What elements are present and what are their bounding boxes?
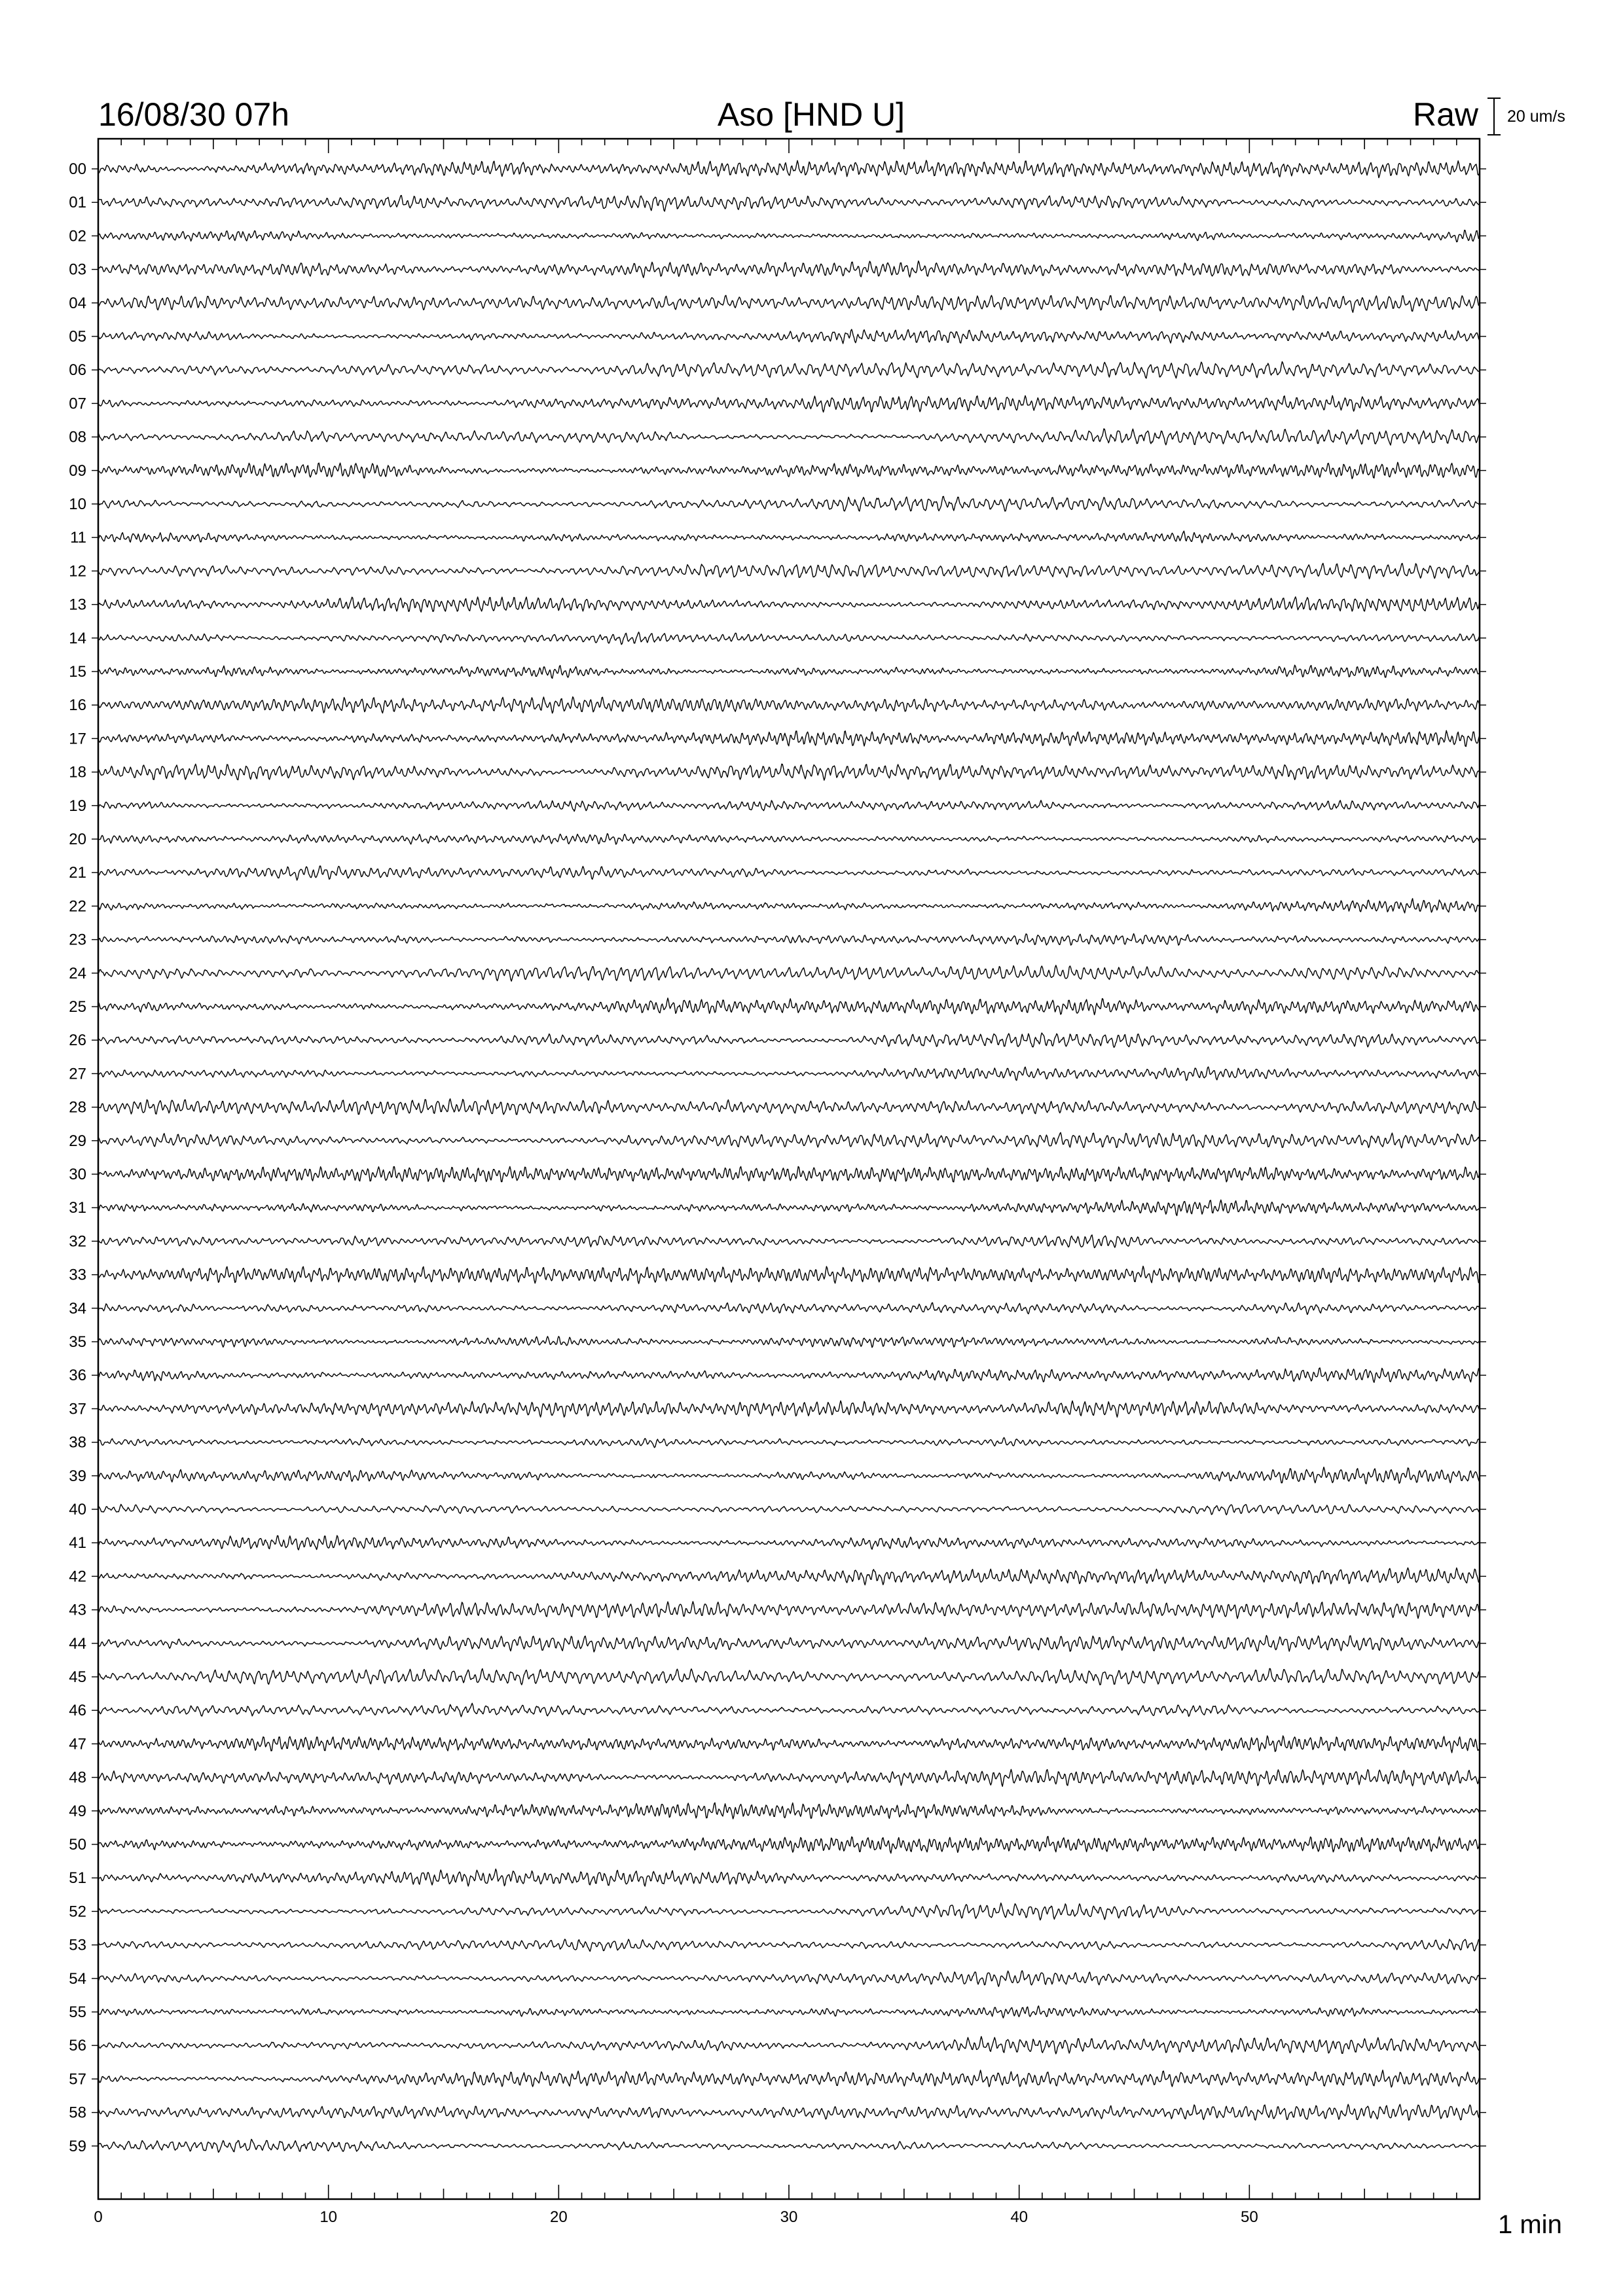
- row-label: 26: [69, 1031, 86, 1050]
- row-label: 44: [69, 1634, 86, 1653]
- row-label: 51: [69, 1869, 86, 1888]
- scale-label: 20 um/s: [1507, 107, 1565, 126]
- row-label: 56: [69, 2037, 86, 2055]
- trace-row: [98, 230, 1480, 242]
- trace-row: [98, 1437, 1480, 1447]
- trace-row: [98, 196, 1480, 211]
- row-label: 58: [69, 2104, 86, 2122]
- row-label: 33: [69, 1266, 86, 1284]
- trace-row: [98, 1869, 1480, 1886]
- row-label: 38: [69, 1433, 86, 1452]
- row-label: 23: [69, 931, 86, 949]
- row-label: 34: [69, 1299, 86, 1318]
- trace-row: [98, 665, 1480, 678]
- trace-row: [98, 1166, 1480, 1182]
- trace-row: [98, 1368, 1480, 1382]
- trace-row: [98, 1939, 1480, 1952]
- row-label: 32: [69, 1232, 86, 1251]
- trace-row: [98, 1132, 1480, 1148]
- trace-row: [98, 462, 1480, 478]
- trace-row: [98, 965, 1480, 982]
- row-label: 39: [69, 1467, 86, 1485]
- trace-row: [98, 2140, 1480, 2153]
- amplitude-scale-bar: [1487, 98, 1565, 135]
- row-label: 36: [69, 1367, 86, 1385]
- trace-row: [98, 998, 1480, 1015]
- row-label: 37: [69, 1400, 86, 1418]
- header-datetime: 16/08/30 07h: [98, 96, 289, 133]
- row-label: 14: [69, 629, 86, 647]
- row-label: 06: [69, 361, 86, 380]
- trace-row: [98, 1769, 1480, 1786]
- row-label: 13: [69, 596, 86, 614]
- row-label: 35: [69, 1333, 86, 1351]
- trace-row: [98, 1703, 1480, 1717]
- trace-row: [98, 866, 1480, 880]
- row-label: 42: [69, 1568, 86, 1586]
- trace-row: [98, 1535, 1480, 1550]
- row-label: 25: [69, 998, 86, 1016]
- row-label: 40: [69, 1501, 86, 1518]
- trace-row: [98, 2006, 1480, 2018]
- row-label: 27: [69, 1065, 86, 1083]
- trace-row: [98, 1200, 1480, 1215]
- row-label: 24: [69, 964, 86, 982]
- x-tick-label: 30: [780, 2208, 798, 2226]
- row-label: 41: [69, 1534, 86, 1552]
- trace-row: [98, 730, 1480, 746]
- trace-row: [98, 764, 1480, 780]
- row-label: 08: [69, 428, 86, 446]
- row-label: 49: [69, 1802, 86, 1820]
- row-label: 50: [69, 1836, 86, 1854]
- x-tick-label: 20: [549, 2208, 568, 2226]
- trace-row: [98, 800, 1480, 812]
- row-label: 54: [69, 1969, 86, 1988]
- trace-row: [98, 1837, 1480, 1854]
- row-label: 57: [69, 2070, 86, 2089]
- row-label: 04: [69, 294, 86, 312]
- trace-row: [98, 934, 1480, 946]
- row-label: 43: [69, 1601, 86, 1619]
- trace-row: [98, 632, 1480, 645]
- row-label: 22: [69, 897, 86, 916]
- header-station: Aso [HND U]: [717, 96, 905, 133]
- row-label: 45: [69, 1668, 86, 1686]
- trace-row: [98, 295, 1480, 312]
- row-label: 00: [69, 160, 86, 178]
- row-label: 55: [69, 2003, 86, 2021]
- trace-row: [98, 1033, 1480, 1047]
- row-label: 53: [69, 1936, 86, 1954]
- row-label: 29: [69, 1132, 86, 1150]
- row-label: 47: [69, 1735, 86, 1753]
- trace-row: [98, 2104, 1480, 2120]
- row-label: 46: [69, 1702, 86, 1720]
- trace-row: [98, 1668, 1480, 1685]
- trace-row: [98, 1235, 1480, 1248]
- seismic-traces: [98, 160, 1480, 2152]
- row-label: 48: [69, 1768, 86, 1787]
- trace-row: [98, 2037, 1480, 2054]
- trace-row: [98, 697, 1480, 713]
- trace-row: [98, 395, 1480, 412]
- row-labels: [69, 160, 86, 2155]
- header-mode: Raw: [1412, 96, 1478, 133]
- trace-row: [98, 329, 1480, 344]
- row-label: 59: [69, 2137, 86, 2155]
- trace-row: [98, 1336, 1480, 1348]
- trace-row: [98, 1302, 1480, 1314]
- trace-row: [98, 1568, 1480, 1585]
- trace-row: [98, 1067, 1480, 1081]
- row-label: 01: [69, 194, 86, 212]
- row-label: 21: [69, 864, 86, 882]
- x-tick-label: 10: [319, 2208, 338, 2226]
- trace-row: [98, 1903, 1480, 1920]
- trace-row: [98, 531, 1480, 543]
- row-label: 07: [69, 395, 86, 413]
- trace-row: [98, 1803, 1480, 1819]
- row-label: 12: [69, 562, 86, 581]
- row-label: 15: [69, 663, 86, 681]
- row-label: 10: [69, 495, 86, 513]
- row-label: 30: [69, 1166, 86, 1183]
- row-label: 11: [70, 529, 86, 547]
- trace-row: [98, 1504, 1480, 1515]
- trace-row: [98, 834, 1480, 845]
- trace-row: [98, 1266, 1480, 1284]
- row-label: 28: [69, 1098, 86, 1117]
- trace-row: [98, 1602, 1480, 1619]
- row-label: 18: [69, 763, 86, 781]
- trace-row: [98, 362, 1480, 378]
- row-label: 20: [69, 831, 86, 848]
- row-label: 03: [69, 260, 86, 279]
- trace-row: [98, 429, 1480, 445]
- row-label: 31: [69, 1199, 86, 1217]
- trace-row: [98, 1467, 1480, 1484]
- x-tick-label: 0: [94, 2208, 103, 2226]
- trace-row: [98, 1401, 1480, 1417]
- row-label: 52: [69, 1903, 86, 1921]
- trace-row: [98, 1099, 1480, 1115]
- trace-row: [98, 899, 1480, 913]
- row-label: 09: [69, 461, 86, 480]
- trace-row: [98, 496, 1480, 511]
- row-label: 05: [69, 328, 86, 346]
- trace-row: [98, 1971, 1480, 1986]
- trace-row: [98, 564, 1480, 579]
- trace-row: [98, 1636, 1480, 1652]
- x-tick-labels: [94, 2208, 1258, 2226]
- trace-row: [98, 160, 1480, 178]
- row-label: 17: [69, 730, 86, 748]
- row-label: 16: [69, 696, 86, 715]
- row-label: 02: [69, 227, 86, 245]
- trace-row: [98, 261, 1480, 278]
- trace-row: [98, 1736, 1480, 1753]
- x-tick-label: 40: [1010, 2208, 1029, 2226]
- x-unit-label: 1 min: [1498, 2210, 1562, 2239]
- row-label: 19: [69, 797, 86, 815]
- trace-row: [98, 597, 1480, 612]
- trace-row: [98, 2070, 1480, 2087]
- x-tick-label: 50: [1240, 2208, 1258, 2226]
